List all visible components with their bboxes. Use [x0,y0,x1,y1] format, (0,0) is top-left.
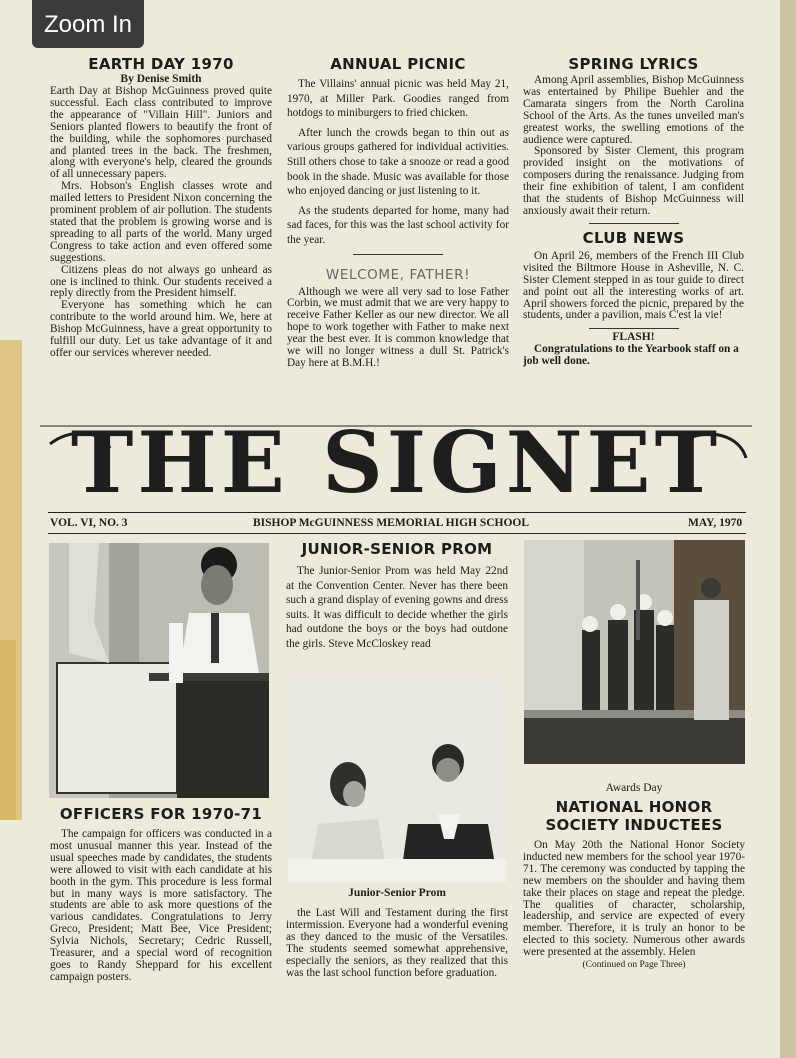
divider [589,328,679,329]
picnic-title: ANNUAL PICNIC [330,55,466,73]
welcome-father-title: WELCOME, FATHER! [325,266,471,283]
picnic-para-3: As the students departed for home, many had sad faces, for this was the last school activity for the year. [287,204,509,246]
spring-lyrics-title: SPRING LYRICS [568,55,699,73]
earth-day-para-4: Everyone has something which he can contribute to the world around him. We, here at Bishop McGuinness, have a great opportunity to fulfill our duty. Let us take advantage of it and offer our services wherever needed. [50,299,272,359]
issue-date: MAY, 1970 [688,517,743,529]
masthead-rule-bottom [48,533,746,534]
spring-lyrics-para-1: Among April assemblies, Bishop McGuinness was entertained by Philipe Buehler and the Camarata singers from the North Carolina School of the Arts. As the tunes unveiled man's greatest works, the swelling emotions of the audience were captured. [523,74,744,146]
masthead-title: THE SIGNET [70,418,722,512]
continued-note: (Continued on Page Three) [582,960,686,971]
spring-lyrics-para-2: Sponsored by Sister Clement, this program provided insight on the motivations of composers during the renaissance. Judging from their fine exhibition of talent, I am confident that the students of Bishop McGuinness will anxiously await their return. [523,145,744,217]
prom-photo [288,674,506,882]
honor-society-article [523,782,745,970]
prom-article-continued [286,887,508,979]
prom-para-1: The Junior-Senior Prom was held May 22nd at the Convention Center. Never has there been such a grand display of evening gowns and dress suits. It was difficult to decide whether the girls had outdone the boys or the boys had outdone the girls. Steve McCloskey read [286,565,508,650]
prom-article [286,540,508,652]
officers-photo [49,543,269,798]
page-edge [780,0,796,1058]
picnic-article [287,55,509,370]
club-news-para: On April 26, members of the French III Club visited the Biltmore House in Asheville, N. C. Sister Clement stepped in as tour guide to direct and point out all the interesting works of art. April showers forced the picnic, prepared by the students, under a pavilion, mais C'est la vie! [523,249,744,322]
masthead-logo [40,418,752,512]
earth-day-title: EARTH DAY 1970 [88,55,234,73]
awards-photo-caption: Awards Day [605,782,663,794]
earth-day-para-3: Citizens pleas do not always go unheard as one is inclined to think. Our students received a reply directly from the President himself. [50,263,272,300]
officers-para: The campaign for officers was conducted in a most unusual manner this year. Instead of the usual speeches made by candidates, the students were allowed to visit with each candidate at his booth in the gym. This procedure is less formal but in many ways is more satisfactory. The students are able to ask more questions of the various candidates. Congratulations to Jerry Greco, President; Matt Bee, Vice President; Sylvia Nichols, Secretary; Cedric Russell, Treasurer, and a special word of recognition goes to Randy Sheppard for his excellent campaign posters. [50,828,272,983]
divider [353,254,443,255]
earth-day-para-2: Mrs. Hobson's English classes wrote and mailed letters to President Nixon concerning the prominent problem of air pollution. The students stated that the problem is growing worse and is spreading to all parts of the world. Many urged Congress to take action and even offered some suggestions. [50,180,272,264]
officers-article [50,805,272,984]
flash-text: Congratulations to the Yearbook staff on a job well done. [523,343,739,368]
prom-title: JUNIOR-SENIOR PROM [301,540,493,558]
honor-society-para: On May 20th the National Honor Society inducted new members for the school year 1970-71. The ceremony was conducted by tapping the new members on the shoulder and having them take their places on stage and repeat the pledge. The qualities of character, scholarship, leadership, and service are expected of every member. Therefore, it is truly an honor to be elected to this society. Numerous other awards were presented at the assembly. Helen [523,839,745,959]
school-name: BISHOP McGUINNESS MEMORIAL HIGH SCHOOL [253,517,530,529]
volume-label: VOL. VI, NO. 3 [50,517,128,529]
officers-title: OFFICERS FOR 1970-71 [59,805,263,823]
picnic-para-1: The Villains' annual picnic was held May 21, 1970, at Miller Park. Goodies ranged from hotdogs to miniburgers to fried chicken. [287,78,509,120]
earth-day-article [50,55,272,360]
awards-photo [524,540,745,764]
prom-photo-caption: Junior-Senior Prom [348,887,446,899]
flash-title: FLASH! [612,331,655,344]
tape-strip-lower [0,640,16,820]
earth-day-byline: By Denise Smith [120,73,202,85]
honor-society-title: NATIONAL HONOR SOCIETY INDUCTEES [545,798,723,834]
divider [589,223,679,224]
spring-lyrics-article [523,55,744,368]
earth-day-para-1: Earth Day at Bishop McGuinness proved quite successful. Each class contributed to improve the appearance of "Villain Hill". Juniors and Seniors planted flowers to beautify the front of the building, while the sophomores purchased and planted trees in the back. The freshmen, along with everyone's help, cleared the grounds of all unnecessary papers. [50,85,272,181]
picnic-para-2: After lunch the crowds began to thin out as various groups gathered for individual activities. Still others chose to take a snooze or read a good book in the shade. Music was available for those who enjoyed dancing or just listening to it. [287,126,509,198]
club-news-title: CLUB NEWS [582,228,685,247]
masthead-rule-top [48,512,746,513]
zoom-in-button[interactable]: Zoom In [32,0,144,48]
prom-para-2: the Last Will and Testament during the first intermission. Everyone had a wonderful evening as they danced to the music of the Versatiles. The students seemed somewhat apprehensive, especially the seniors, as they realized that this was the last school function before graduation. [286,907,508,979]
welcome-father-para: Although we were all very sad to lose Father Corbin, we must admit that we are very happy to receive Father Keller as our new director. We all hope to work together with Father to make next year the best ever. It is common knowledge that we will no longer witness a dull St. Patrick's Day here at B.M.H.! [287,285,509,369]
